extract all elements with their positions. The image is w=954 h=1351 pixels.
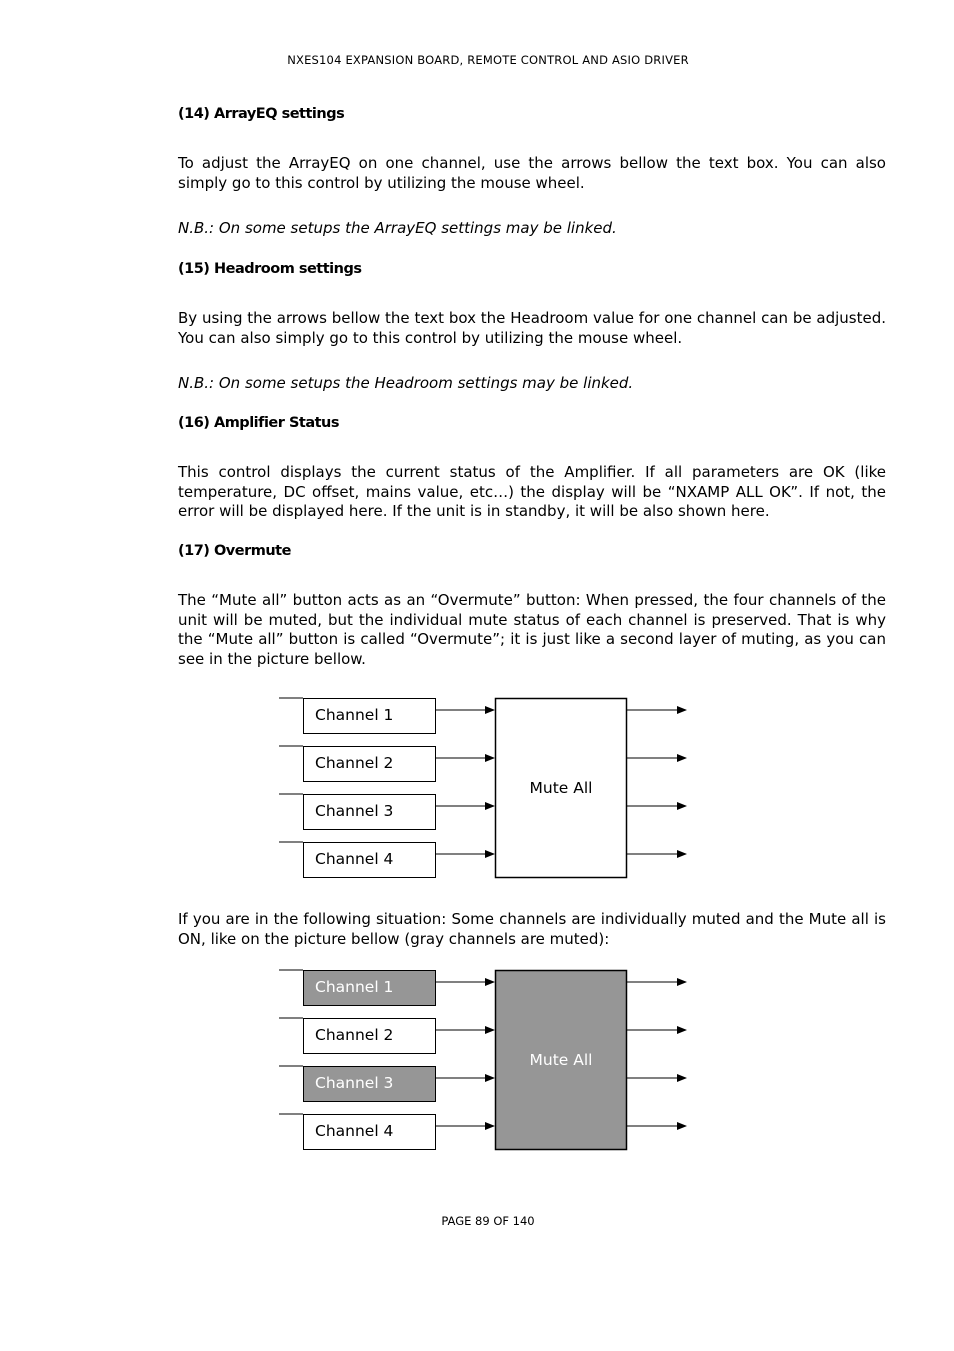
mute-all-label: Mute All <box>529 779 593 797</box>
page-footer: PAGE 89 OF 140 <box>441 1214 535 1228</box>
section-heading-overmute: (17) Overmute <box>178 543 291 559</box>
section-paragraph-arrayeq: To adjust the ArrayEQ on one channel, use the arrows bellow the text box. You can also simply go to this control by utilizing the mouse wheel. <box>178 154 886 192</box>
section-paragraph-overmute-situation: If you are in the following situation: Some channels are individually muted and the Mute all is ON, like on the picture bellow (gray channels are muted): <box>178 910 886 948</box>
page-header: NXES104 EXPANSION BOARD, REMOTE CONTROL AND ASIO DRIVER <box>287 53 689 67</box>
channel-label: Channel 3 <box>315 1074 394 1092</box>
overmute-diagram-unmuted <box>0 680 954 895</box>
section-note-arrayeq: N.B.: On some setups the ArrayEQ settings may be linked. <box>178 219 617 237</box>
overmute-diagram-muted <box>0 952 954 1167</box>
section-heading-amplifier-status: (16) Amplifier Status <box>178 415 339 431</box>
channel-label: Channel 4 <box>315 850 394 868</box>
section-note-headroom: N.B.: On some setups the Headroom settings may be linked. <box>178 374 634 392</box>
channel-label: Channel 1 <box>315 978 394 996</box>
channel-label: Channel 2 <box>315 754 394 772</box>
channel-label: Channel 4 <box>315 1122 394 1140</box>
section-heading-headroom: (15) Headroom settings <box>178 261 362 277</box>
mute-all-label: Mute All <box>529 1051 593 1069</box>
channel-label: Channel 2 <box>315 1026 394 1044</box>
section-paragraph-amplifier-status: This control displays the current status of the Amplifier. If all parameters are OK (like temperature, DC offset, mains value, etc…) the display will be “NXAMP ALL OK”. If not, the error will be displayed here. If the unit is in standby, it will be also shown here. <box>178 463 886 521</box>
channel-label: Channel 1 <box>315 706 394 724</box>
section-paragraph-overmute: The “Mute all” button acts as an “Overmute” button: When pressed, the four channels of the unit will be muted, but the individual mute status of each channel is preserved. That is why the “Mute all” button is called “Overmute”; it is just like a second layer of muting, as you can see in the picture bellow. <box>178 591 886 668</box>
section-heading-arrayeq: (14) ArrayEQ settings <box>178 106 345 122</box>
section-paragraph-headroom: By using the arrows bellow the text box the Headroom value for one channel can be adjusted. You can also simply go to this control by utilizing the mouse wheel. <box>178 309 886 347</box>
channel-label: Channel 3 <box>315 802 394 820</box>
